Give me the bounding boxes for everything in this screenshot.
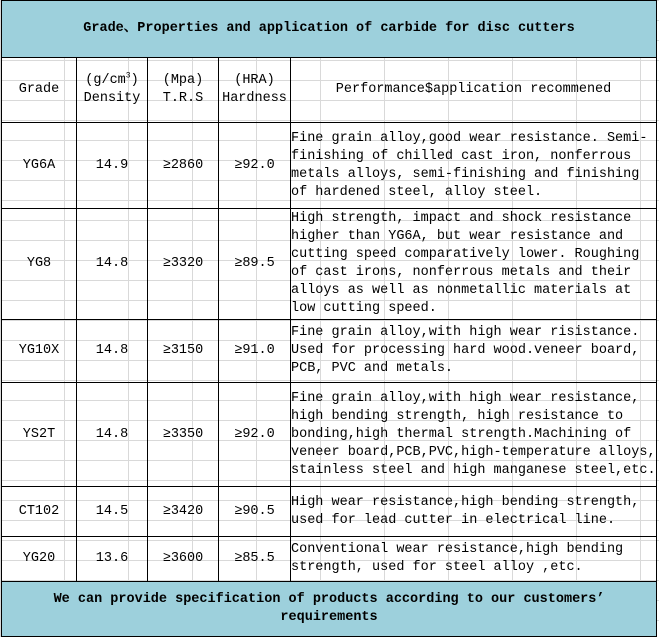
hardness-cell[interactable]: ≥91.0 xyxy=(219,320,291,383)
header-density[interactable] xyxy=(77,58,148,123)
table-row xyxy=(2,383,657,487)
performance-cell[interactable] xyxy=(291,320,657,383)
grade-cell[interactable]: YS2T xyxy=(2,383,77,487)
table-row xyxy=(2,123,657,209)
grade-cell[interactable]: YG8 xyxy=(2,209,77,320)
performance-line: Conventional wear resistance,high bending xyxy=(291,542,624,557)
table-row xyxy=(2,209,657,320)
hardness-cell[interactable]: ≥92.0 xyxy=(219,123,291,209)
performance-line: high bending strength, high resistance to xyxy=(291,408,624,424)
density-cell[interactable]: 13.6 xyxy=(77,537,148,582)
header-performance[interactable]: Performance$application recommened xyxy=(291,58,657,123)
carbide-grade-table xyxy=(1,0,657,637)
performance-line: metals alloys, semi-finishing and finishing xyxy=(291,166,640,182)
density-unit-sup: 3 xyxy=(125,71,131,81)
table-row xyxy=(2,487,657,537)
hardness-cell[interactable]: ≥92.0 xyxy=(219,383,291,487)
header-grade[interactable]: Grade xyxy=(2,58,77,123)
performance-line: higher than YG6A, but wear resistance and xyxy=(291,229,624,244)
performance-line: Used for processing hard wood.veneer board, xyxy=(291,343,640,358)
hardness-unit: (HRA) xyxy=(234,73,275,88)
performance-line: Fine grain alloy,with high wear resistance, xyxy=(291,390,640,406)
performance-line: PCB, PVC and metals. xyxy=(291,361,454,376)
performance-line: used for lead cutter in electrical line. xyxy=(291,512,616,528)
grade-cell[interactable]: YG10X xyxy=(2,320,77,383)
trs-cell[interactable]: ≥2860 xyxy=(148,123,219,209)
density-unit-post: ) xyxy=(130,73,139,88)
hardness-label: Hardness xyxy=(222,91,287,106)
hardness-cell[interactable]: ≥90.5 xyxy=(219,487,291,537)
trs-cell[interactable]: ≥3420 xyxy=(148,487,219,537)
performance-cell[interactable] xyxy=(291,487,657,537)
table-row xyxy=(2,320,657,383)
trs-cell[interactable]: ≥3350 xyxy=(148,383,219,487)
density-cell[interactable]: 14.8 xyxy=(77,209,148,320)
performance-line: low cutting speed. xyxy=(291,301,437,316)
performance-line: Fine grain alloy,good wear resistance. Semi- xyxy=(291,130,648,146)
performance-line: veneer board,PCB,PVC,high-temperature alloys, xyxy=(291,444,656,460)
grade-cell[interactable]: CT102 xyxy=(2,487,77,537)
density-cell[interactable]: 14.5 xyxy=(77,487,148,537)
performance-line: stainless steel and high manganese steel,etc. xyxy=(291,462,656,478)
density-cell[interactable]: 14.8 xyxy=(77,383,148,487)
title-row xyxy=(2,1,657,58)
performance-line: Fine grain alloy,with high wear risistance. xyxy=(291,325,640,340)
performance-line: of cast irons, nonferrous metals and their xyxy=(291,265,632,280)
performance-line: High strength, impact and shock resistance xyxy=(291,211,632,226)
header-hardness[interactable] xyxy=(219,58,291,123)
header-row xyxy=(2,58,657,123)
header-trs[interactable] xyxy=(148,58,219,123)
table-row xyxy=(2,537,657,582)
trs-cell[interactable]: ≥3150 xyxy=(148,320,219,383)
trs-cell[interactable]: ≥3600 xyxy=(148,537,219,582)
hardness-cell[interactable]: ≥85.5 xyxy=(219,537,291,582)
trs-label: T.R.S xyxy=(162,91,204,106)
performance-cell[interactable] xyxy=(291,383,657,487)
grade-cell[interactable]: YG20 xyxy=(2,537,77,582)
performance-line: of hardened steel, alloy steel. xyxy=(291,184,543,200)
density-cell[interactable]: 14.9 xyxy=(77,123,148,209)
performance-cell[interactable] xyxy=(291,537,657,582)
hardness-cell[interactable]: ≥89.5 xyxy=(219,209,291,320)
trs-unit: (Mpa) xyxy=(162,73,204,88)
density-label: Density xyxy=(83,91,141,106)
footer-note[interactable]: We can provide specification of products according to our customers’ requirements xyxy=(2,582,657,637)
trs-cell[interactable]: ≥3320 xyxy=(148,209,219,320)
performance-line: alloys as well as nonmetallic materials at xyxy=(291,283,632,298)
grade-cell[interactable]: YG6A xyxy=(2,123,77,209)
footer-row xyxy=(2,582,657,637)
table-title[interactable]: Grade、Properties and application of carbide for disc cutters xyxy=(2,1,657,58)
performance-cell[interactable] xyxy=(291,209,657,320)
density-unit-pre: (g/cm xyxy=(85,73,126,88)
density-cell[interactable]: 14.8 xyxy=(77,320,148,383)
performance-line: cutting speed comparatively lower. Roughing xyxy=(291,247,640,262)
performance-line: strength, used for steel alloy ,etc. xyxy=(291,560,583,575)
performance-line: finishing of chilled cast iron, nonferrous xyxy=(291,148,632,164)
performance-line: bonding,high thermal strength.Machining of xyxy=(291,426,632,442)
performance-cell[interactable] xyxy=(291,123,657,209)
performance-line: High wear resistance,high bending strength, xyxy=(291,494,640,510)
